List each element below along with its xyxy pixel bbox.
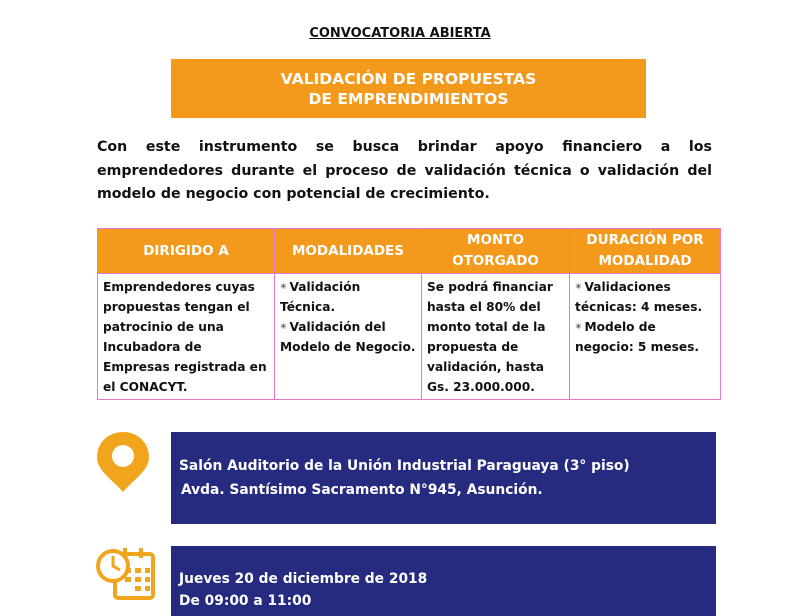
table-header-row bbox=[98, 229, 721, 274]
header-monto: MONTO OTORGADO bbox=[422, 229, 570, 274]
location-box bbox=[171, 432, 716, 524]
banner-line-2: DE EMPRENDIMIENTOS bbox=[308, 89, 509, 108]
event-time: De 09:00 a 11:00 bbox=[179, 593, 312, 609]
cell-dirigido: Emprendedores cuyas propuestas tengan el patrocinio de una Incubadora de Empresas registrada en el CONACYT. bbox=[98, 274, 275, 400]
title-banner bbox=[171, 59, 646, 118]
cell-modalidades bbox=[275, 274, 422, 400]
table-row bbox=[98, 274, 721, 400]
banner-line-1: VALIDACIÓN DE PROPUESTAS bbox=[280, 69, 537, 88]
location-venue: Salón Auditorio de la Unión Industrial Paraguaya (3° piso) bbox=[179, 458, 630, 474]
info-table bbox=[97, 228, 721, 400]
cell-monto: Se podrá financiar hasta el 80% del monto total de la propuesta de validación, hasta Gs. 23.000.000. bbox=[422, 274, 570, 400]
intro-paragraph: Con este instrumento se busca brindar apoyo financiero a los emprendedores durante el proceso de validación técnica o validación del modelo de negocio con potencial de crecimiento. bbox=[97, 139, 712, 202]
date-box bbox=[171, 546, 716, 616]
header-dirigido: DIRIGIDO A bbox=[98, 229, 275, 274]
map-pin-icon bbox=[93, 430, 153, 494]
header-title: CONVOCATORIA ABIERTA bbox=[309, 26, 491, 41]
modalidad-item: ✳ Validación del Modelo de Negocio. bbox=[280, 317, 416, 357]
cell-duracion bbox=[570, 274, 721, 400]
header-duracion: DURACIÓN POR MODALIDAD bbox=[570, 229, 721, 274]
duracion-item: ✳ Validaciones técnicas: 4 meses. bbox=[575, 277, 715, 317]
location-address: Avda. Santísimo Sacramento N°945, Asunción. bbox=[181, 482, 543, 498]
header-modalidades: MODALIDADES bbox=[275, 229, 422, 274]
modalidad-item: ✳ Validación Técnica. bbox=[280, 277, 416, 317]
duracion-item: ✳ Modelo de negocio: 5 meses. bbox=[575, 317, 715, 357]
calendar-clock-icon bbox=[95, 544, 159, 600]
event-date: Jueves 20 de diciembre de 2018 bbox=[179, 571, 428, 587]
